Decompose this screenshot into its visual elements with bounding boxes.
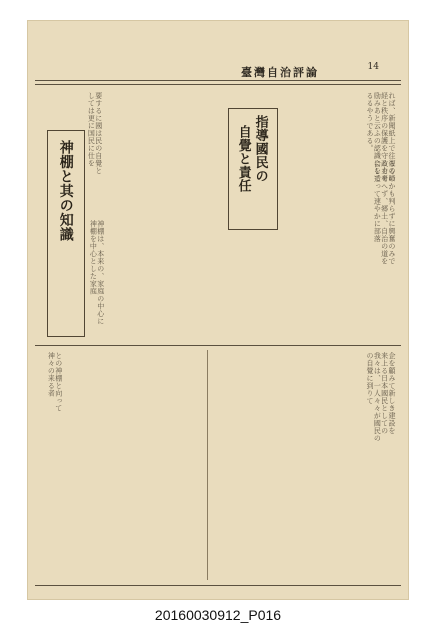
article-text-lower-right: 企を顧みて新しき建設を 来上る日本國民としての 我々は、一人々々が國民の の自覺に到りて (365, 352, 396, 442)
article-text-right: るるのかも判らずに興奮のみで 政を考へず、郷土、自治の道を 会を造って速やかに部落 (373, 160, 396, 265)
article-text-left-upper: 要するに國は民の自覺と しては更に国民に仕を (87, 92, 103, 175)
newspaper-page (27, 20, 409, 600)
archive-id-caption: 20160030912_P016 (154, 607, 282, 623)
column-separator (207, 350, 208, 580)
article-text-lower-left: との神棚と向って 神々の来る者 (47, 352, 63, 412)
page-number: 14 (367, 62, 379, 72)
headline-responsibility-line1: 指導國民の (252, 115, 268, 183)
header-rule-double (35, 84, 401, 85)
article-text-intro: れば、新聞紙上で往復の暗 経と秩序の保護を守る力を 励みあと云ふの認識にして るるやうである。 (365, 92, 396, 182)
masthead-title: 臺灣自治評論 (241, 66, 319, 79)
section-divider (35, 345, 401, 346)
headline-kamidana: 神棚と其の知識 (57, 140, 74, 242)
headline-responsibility-line2: 自覺と責任 (235, 125, 251, 193)
bottom-rule (35, 585, 401, 586)
header-rule (35, 80, 401, 81)
article-text-kamidana: 神棚は、本来の、家庭の中心に 神棚を中心とした家庭 (89, 220, 105, 325)
